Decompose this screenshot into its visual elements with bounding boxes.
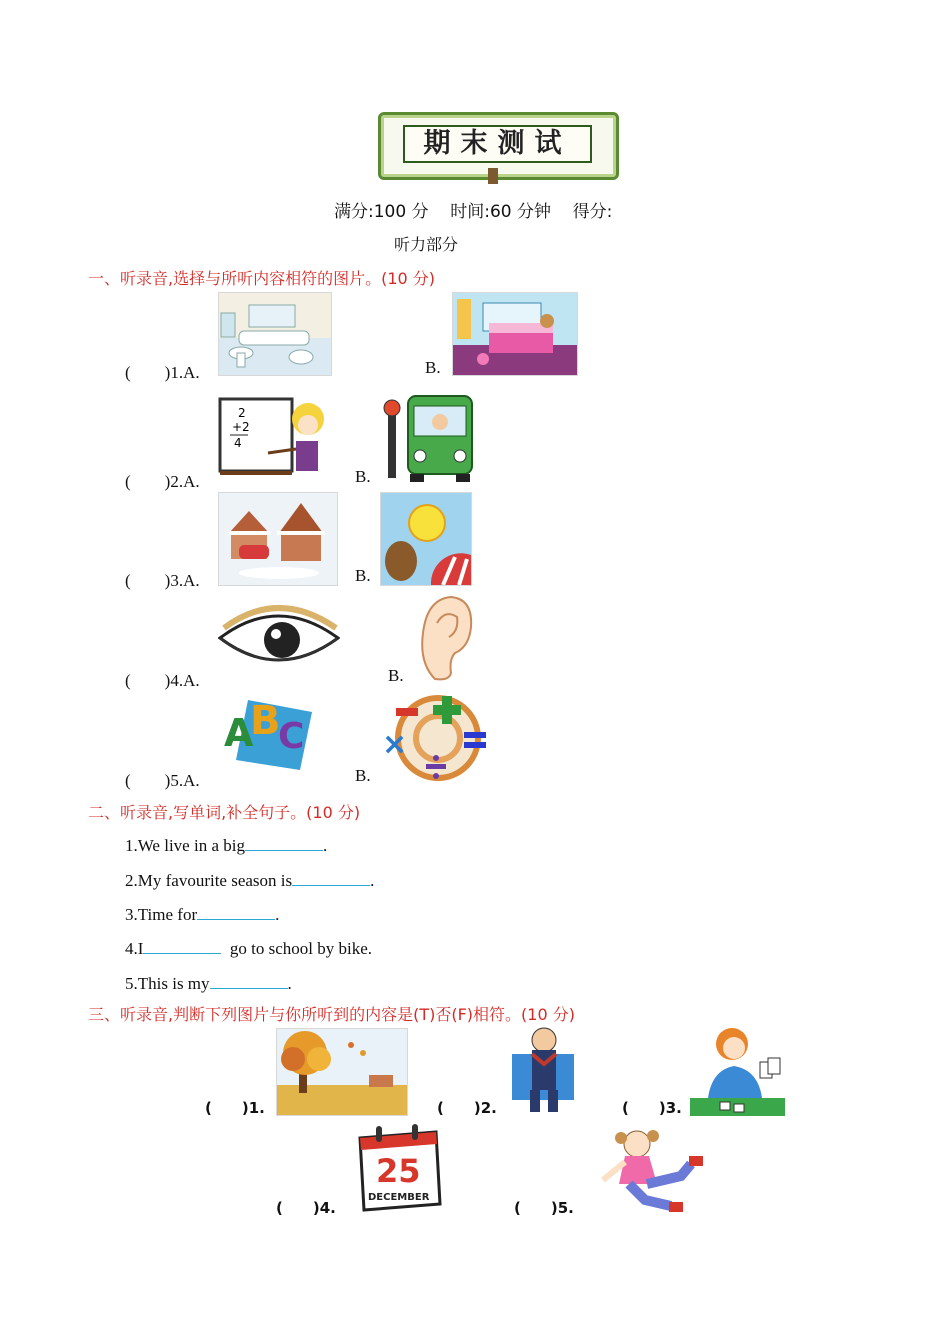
autumn-tree-picture [276,1028,408,1116]
answer-blank[interactable] [245,834,323,851]
judge-item-2-label: ( )2. [437,1099,497,1117]
q2-label: ( )2.A. [125,472,200,491]
judge-item-5-label: ( )5. [514,1199,574,1217]
bathroom-picture [218,292,332,376]
ear-picture [415,593,475,683]
christmas-calendar-picture [352,1124,444,1216]
answer-blank[interactable] [292,869,370,886]
q4-b-label: B. [388,666,404,685]
judge-item-4-label: ( )4. [276,1199,336,1217]
jumping-girl-picture [585,1124,713,1216]
math-symbols-picture [380,690,490,782]
sentence-5-end: . [287,974,292,993]
section-label: 听力部分 [394,235,459,254]
svg-text:4: 4 [234,436,242,450]
svg-text:C: C [278,716,305,757]
sentence-2-end: . [370,871,375,890]
sentence-3 [125,903,279,925]
sentence-1 [125,834,327,856]
answer-blank[interactable] [143,937,221,954]
answer-blank[interactable] [210,972,288,989]
judge-item-3-label: ( )3. [622,1099,682,1117]
q1-label: ( )1.A. [125,363,200,382]
q4-label: ( )4.A. [125,671,200,690]
page-title: 期末测试 [403,125,592,163]
sentence-4-text: 4.I [125,939,144,958]
sentence-4 [125,937,372,959]
sentence-3-end: . [275,905,280,924]
judge-item-1-label: ( )1. [205,1099,265,1117]
card-playing-woman-picture [690,1022,785,1116]
svg-text:2: 2 [238,406,246,420]
svg-text:+2: +2 [232,420,250,434]
svg-text:B: B [250,698,281,744]
sentence-3-text: 3.Time for [125,905,198,924]
sentence-2 [125,869,374,891]
svg-text:×: × [382,727,408,762]
score-label: 得分: [572,202,613,222]
part3-heading: 三、听录音,判断下列图片与你所听到的内容是(T)否(F)相符。(10 分) [88,1005,575,1024]
sentence-2-text: 2.My favourite season is [125,871,293,890]
calendar-month: DECEMBER [368,1192,430,1203]
summer-sun-picture [380,492,472,586]
full-score: 满分:100 分 [334,202,429,222]
title-board-post [488,168,498,184]
exam-meta [334,197,612,222]
part2-heading: 二、听录音,写单词,补全句子。(10 分) [88,803,361,822]
teacher-picture [218,393,336,483]
cold-man-picture [508,1024,578,1116]
q1-b-label: B. [425,358,441,377]
sentence-1-text: 1.We live in a big [125,836,245,855]
q3-b-label: B. [355,566,371,585]
part1-heading: 一、听录音,选择与所听内容相符的图片。(10 分) [88,269,436,288]
winter-snow-picture [218,492,338,586]
q2-b-label: B. [355,467,371,486]
time-limit: 时间:60 分钟 [450,202,551,222]
answer-blank[interactable] [197,903,275,920]
sentence-1-end: . [322,836,328,855]
bedroom-picture [452,292,578,376]
eye-picture [218,598,340,676]
sentence-5 [125,972,292,994]
title-board [378,112,619,180]
calendar-day: 25 [376,1152,421,1190]
svg-text:A: A [224,711,254,755]
q5-b-label: B. [355,766,371,785]
q3-label: ( )3.A. [125,571,200,590]
bus-driver-picture [380,392,476,484]
sentence-5-text: 5.This is my [125,974,210,993]
sentence-4-end: go to school by bike. [221,939,373,958]
abc-letters-picture [218,690,318,780]
q5-label: ( )5.A. [125,771,200,790]
